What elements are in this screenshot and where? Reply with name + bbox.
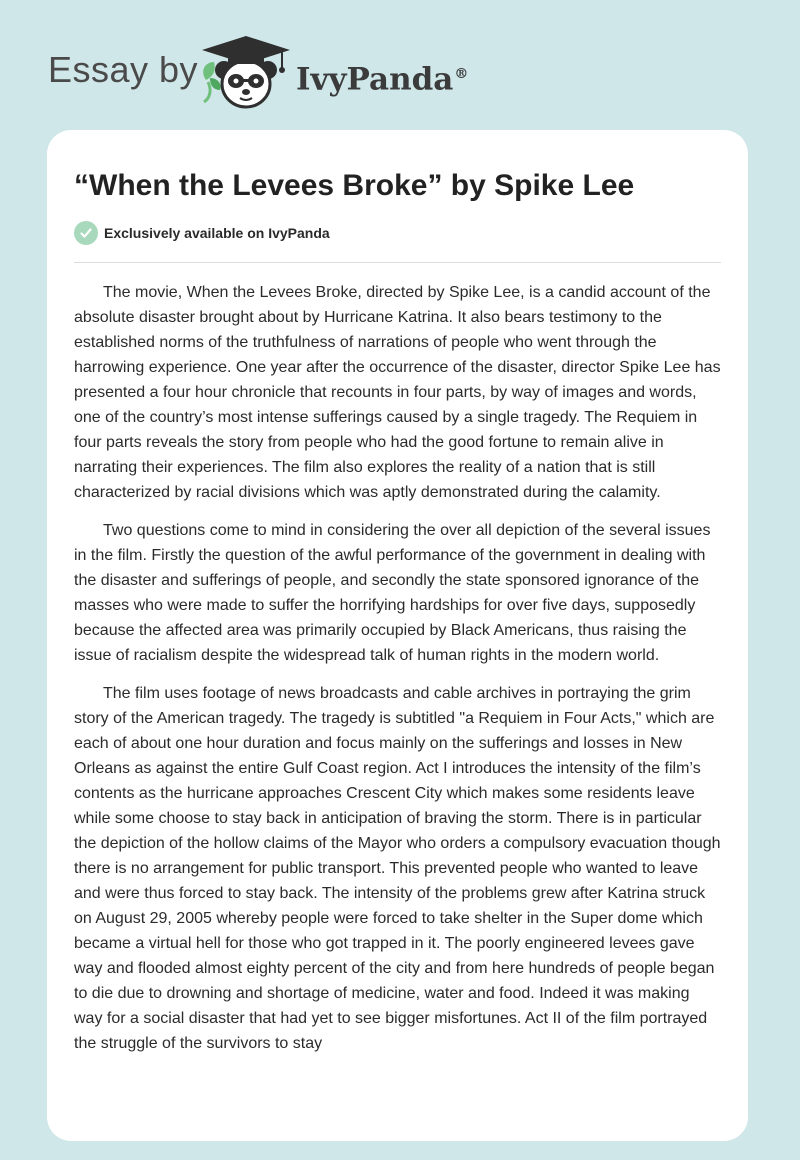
essay-card	[47, 130, 748, 1141]
paragraph: The movie, When the Levees Broke, directed by Spike Lee, is a candid account of the absolute disaster brought about by Hurricane Katrina. It also bears testimony to the established norms of the truthfulness of narrations of people who went through the harrowing experience. One year after the occurrence of the disaster, director Spike Lee has presented a four hour chronicle that recounts in four parts, by way of images and words, one of the country’s most intense sufferings caused by a single tragedy. The Requiem in four parts reveals the story from people who had the good fortune to remain alive in narrating their experiences. The film also explores the reality of a nation that is still characterized by racial divisions which was aptly demonstrated during the calamity.	[74, 284, 721, 501]
paragraph: The film uses footage of news broadcasts and cable archives in portraying the grim story of the American tragedy. The tragedy is subtitled "a Requiem in Four Acts," which are each of about one hour duration and focus mainly on the sufferings and losses in New Orleans as against the entire Gulf Coast region. Act I introduces the intensity of the film’s contents as the hurricane approaches Crescent City which makes some residents leave while some choose to stay back in anticipation of braving the storm. There is in particular the depiction of the hollow claims of the Mayor who orders a compulsory evacuation though there is no arrangement for public transport. This prevented people who wanted to leave and were thus forced to stay back. The intensity of the problems grew after Katrina struck on August 29, 2005 whereby people were forced to take shelter in the Super dome which became a virtual hell for those who got trapped in it. The poorly engineered levees gave way and flooded almost eighty percent of the city and from here hundreds of people began to die due to drowning and shortage of medicine, water and food. Indeed it was making way for a social disaster that had yet to see bigger misfortunes. Act II of the film portrayed the struggle of the survivors to stay	[74, 685, 721, 1052]
panda-graduate-icon[interactable]	[198, 34, 294, 112]
page-title: “When the Levees Broke” by Spike Lee	[74, 169, 635, 202]
brand-name-text: IvyPanda	[296, 61, 454, 98]
essay-by-label: Essay by	[48, 49, 199, 90]
site-header	[0, 0, 800, 130]
paragraph: Two questions come to mind in considering the over all depiction of the several issues in the film. Firstly the question of the awful performance of the government in dealing with the disaster and sufferings of people, and secondly the state sponsored ignorance of the masses who were made to suffer the horrifying hardships for over five days, supposedly because the affected area was primarily occupied by Black Americans, thus raising the issue of racialism despite the widespread talk of human rights in the modern world.	[74, 522, 711, 664]
essay-body	[74, 280, 721, 1056]
divider	[74, 262, 721, 263]
trademark-symbol: ®	[454, 66, 469, 82]
availability-badge	[74, 221, 721, 245]
availability-text: Exclusively available on IvyPanda	[104, 225, 330, 241]
brand-name[interactable]	[296, 54, 468, 99]
check-circle-icon	[74, 221, 98, 245]
